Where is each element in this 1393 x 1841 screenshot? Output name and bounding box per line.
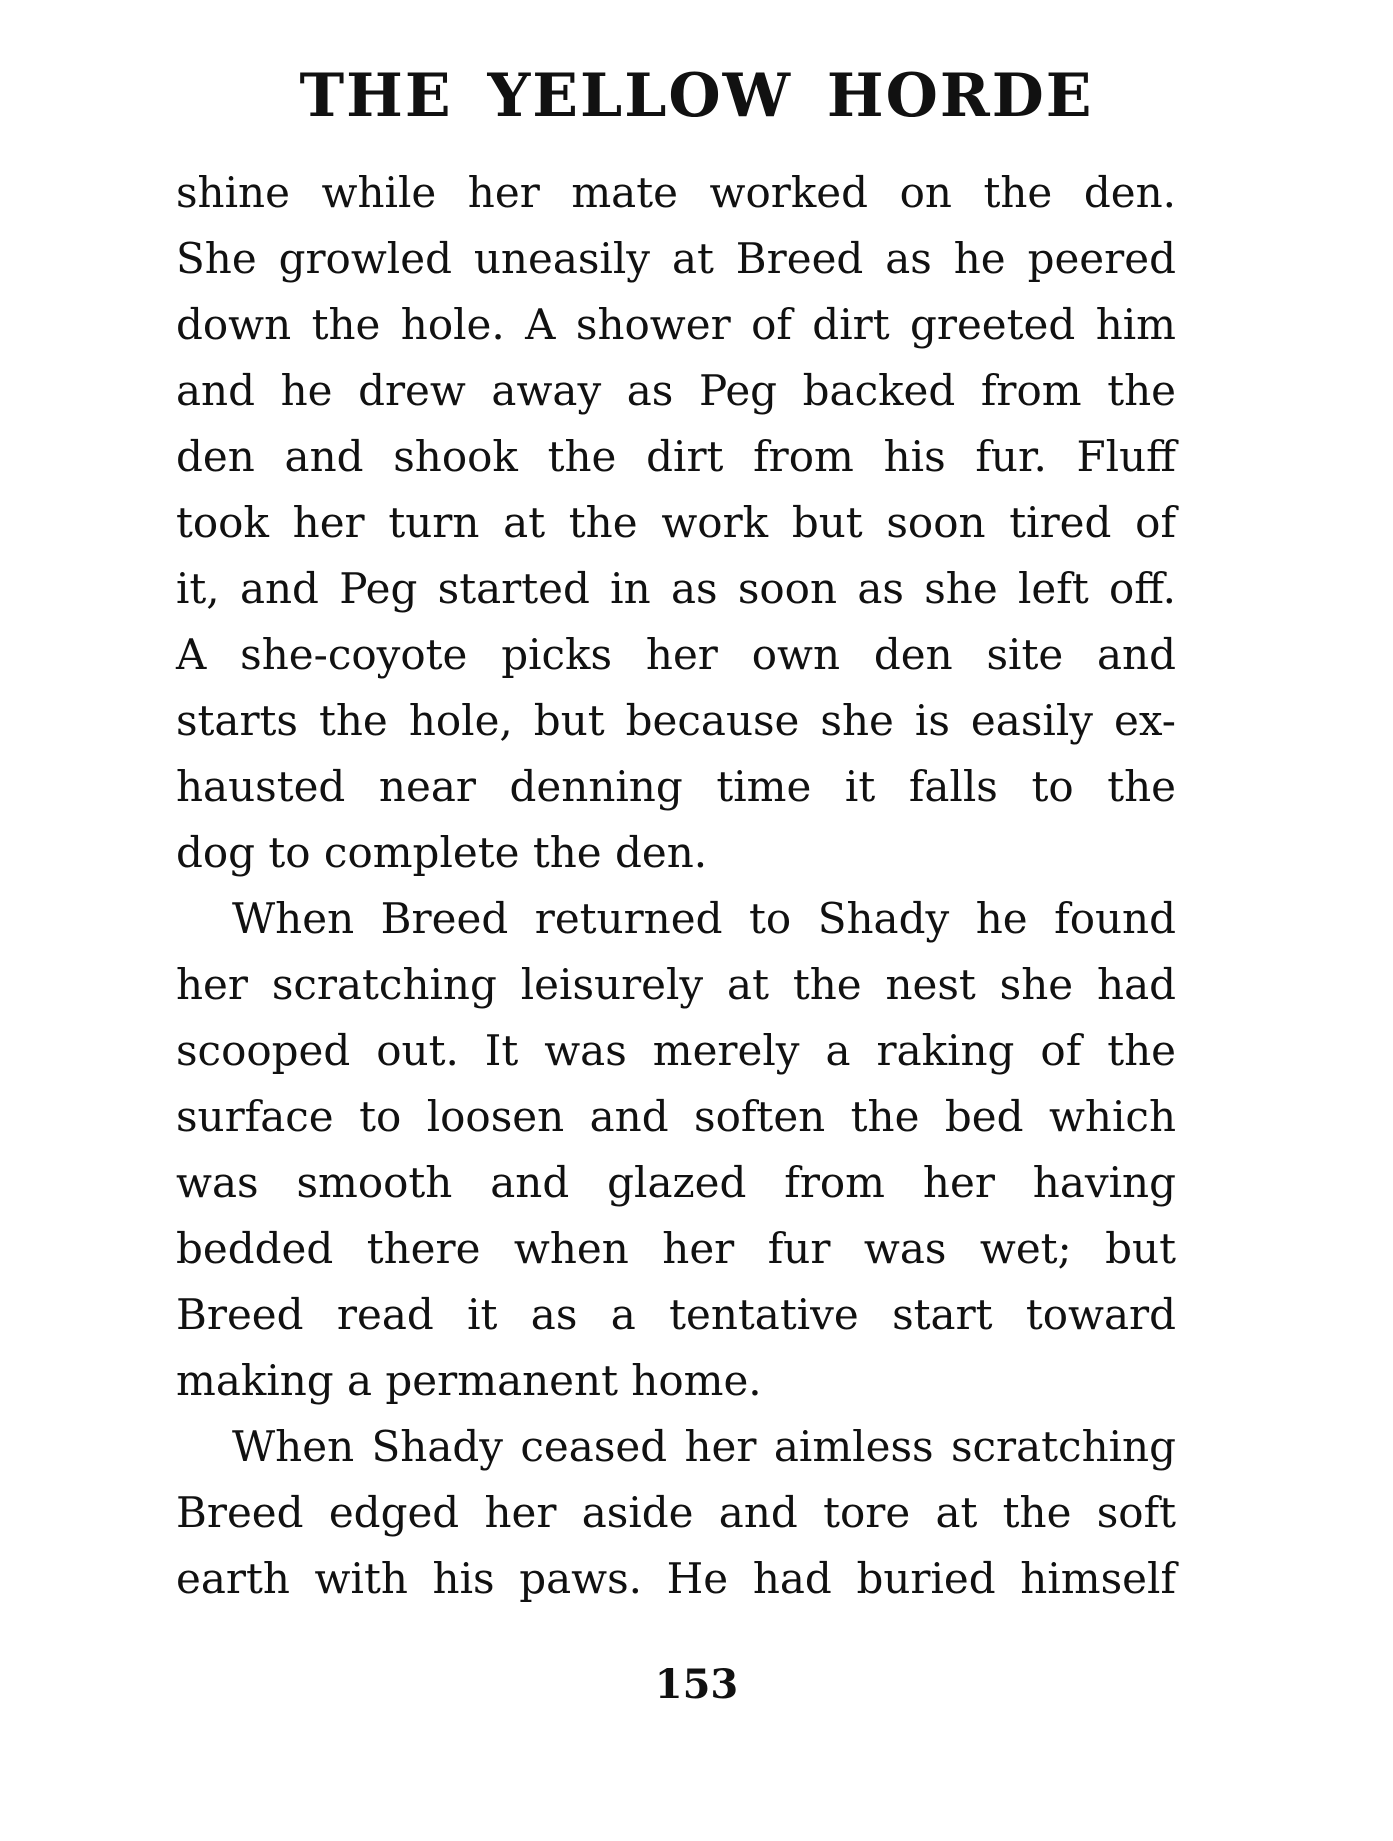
text-line: shine while her mate worked on the den. [176, 168, 1176, 217]
text-line: took her turn at the work but soon tired of [176, 498, 1176, 547]
text-line: making a permanent home. [176, 1356, 762, 1405]
running-head: THE YELLOW HORDE [299, 61, 1094, 131]
text-line: her scratching leisurely at the nest she had [176, 960, 1176, 1009]
text-line: dog to complete the den. [176, 828, 708, 877]
text-line: and he drew away as Peg backed from the [176, 366, 1176, 415]
text-line: Breed read it as a tentative start toward [176, 1290, 1176, 1339]
text-line: down the hole. A shower of dirt greeted him [176, 300, 1176, 349]
page-number: 153 [654, 1661, 739, 1708]
text-line: scooped out. It was merely a raking of the [176, 1026, 1176, 1075]
text-line: den and shook the dirt from his fur. Fluff [176, 432, 1176, 481]
text-line: hausted near denning time it falls to the [176, 762, 1176, 811]
text-line: A she-coyote picks her own den site and [176, 630, 1176, 679]
text-line: starts the hole, but because she is easily ex- [176, 696, 1176, 745]
text-line: She growled uneasily at Breed as he peered [176, 234, 1176, 283]
text-line: surface to loosen and soften the bed which [176, 1092, 1176, 1141]
text-line: When Shady ceased her aimless scratching [232, 1422, 1176, 1471]
body-text [176, 160, 1176, 1612]
text-line: When Breed returned to Shady he found [232, 894, 1176, 943]
text-line: Breed edged her aside and tore at the soft [176, 1488, 1176, 1537]
text-line: was smooth and glazed from her having [176, 1158, 1176, 1207]
text-line: bedded there when her fur was wet; but [176, 1224, 1176, 1273]
text-line: it, and Peg started in as soon as she left off. [176, 564, 1176, 613]
text-line: earth with his paws. He had buried himself [176, 1554, 1176, 1603]
